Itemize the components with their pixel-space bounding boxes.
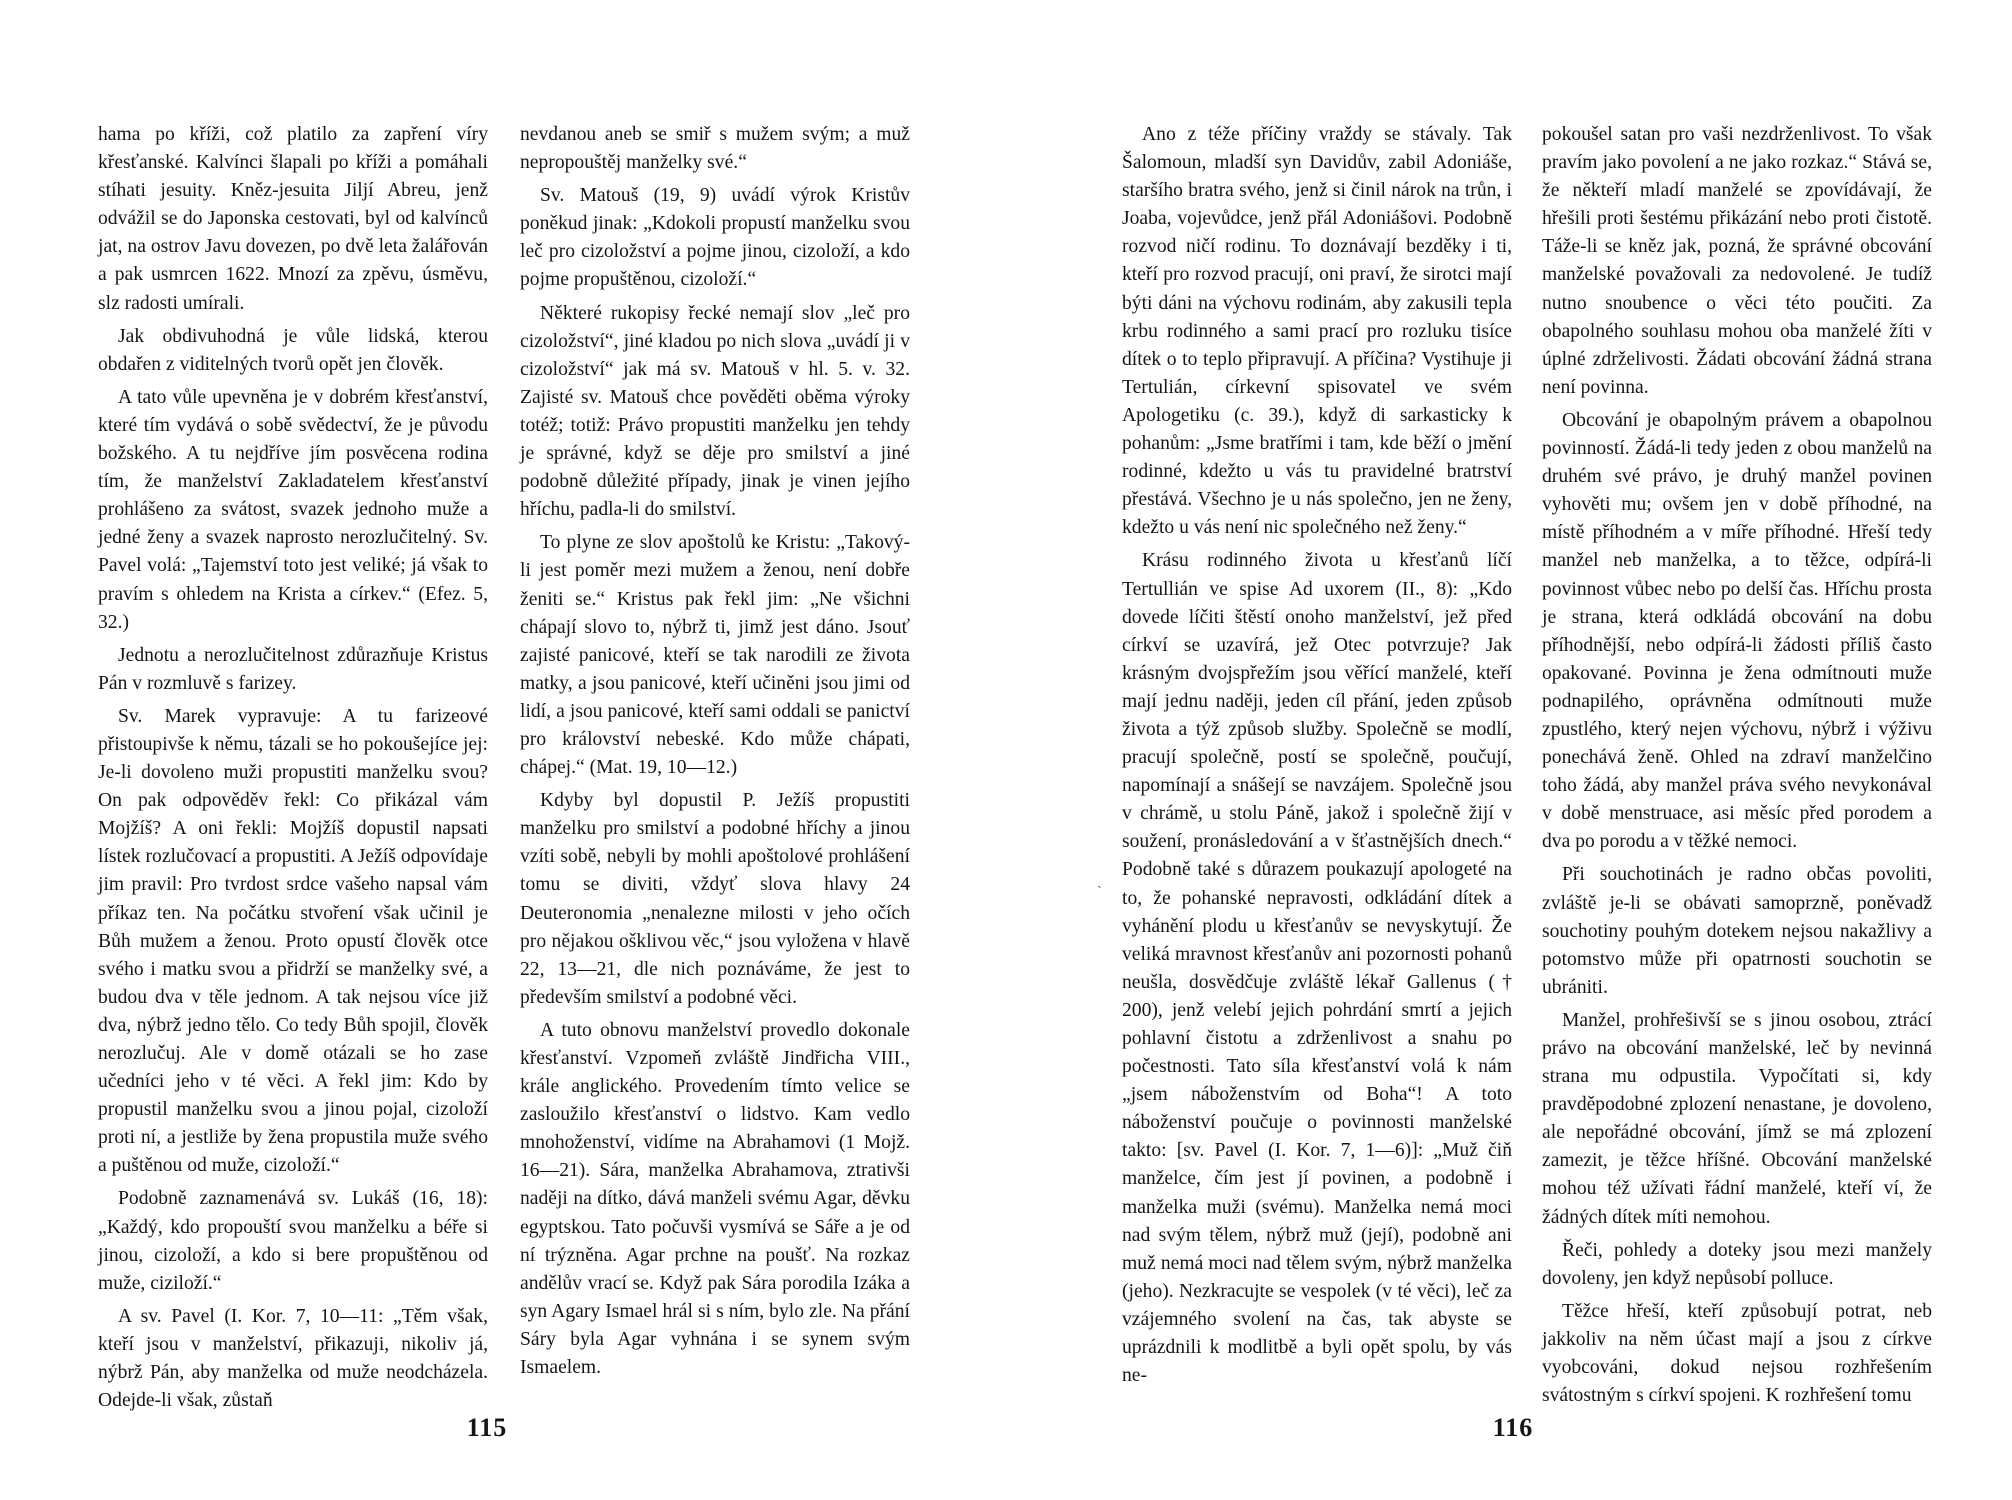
paragraph: Kdyby byl dopustil P. Ježíš propustiti manželku pro smilství a podobné hříchy a jinou vzíti sobě, nebyli by mohli apoštolové prohlášení tomu se diviti, vždyť slova hlavy 24 Deuteronomia „nenalezne milosti v jeho očích pro nějakou ošklivou věc,“ jsou vyložena v hlavě 22, 13—21, dle nich poznáváme, že jest to především smilství a podobné věci. [520,790,910,1008]
paragraph: Sv. Matouš (19, 9) uvádí výrok Kristův poněkud jinak: „Kdokoli propustí manželku svou leč pro cizoložství a pojme jinou, cizoloží, a kdo pojme propuštěnou, cizoloží.“ [520,185,910,291]
paragraph: hama po kříži, což platilo za zapření víry křesťanské. Kalvínci šlapali po kříži a pomáhali stíhati jesuity. Kněz-jesuita Jiljí Abreu, jenž odvážil se do Japonska cestovati, byl od kalvínců jat, na ostrov Javu dovezen, po dvě leta žalářován a pak usmrcen 1622. Mnozí za zpěvu, úsměvu, slz radosti umírali. [98,124,488,314]
paragraph: pokoušel satan pro vaši nezdrženlivost. To však pravím jako povolení a ne jako rozkaz.“ Stává se, že někteří mladí manželé se zpovídávají, že hřešili proti šestému přikázání nebo proti čistotě. Táže-li se kněz jak, pozná, že správné obcování manželské považovali za nedovolené. Je tudíž nutno snoubence o věci této poučiti. Za obapolného souhlasu mohou oba manželé žíti v úplné zdrželivosti. Žádati obcování žádná strana není povinna. [1542,124,1932,398]
paragraph: Manžel, prohřešivší se s jinou osobou, ztrácí právo na obcování manželské, leč by nevinná strana mu odpustila. Vypočítati si, kdy pravděpodobné zplození nenastane, je dovoleno, ale nepořádné obcování, jímž se má zplození zamezit, je těžce hříšné. Obcování manželské mohou též užívati řádní manželé, kteří ví, že žádných dítek míti nemohou. [1542,1009,1932,1228]
paragraph: A tato vůle upevněna je v dobrém křesťanství, které tím vydává o sobě svědectví, že je původu božského. A tu nejdříve jím posvěcena rodina tím, že manželství Zakladatelem křesťanství prohlášeno za svátost, svazek jednoho muže a jedné ženy a svazek naprosto nerozlučitelný. Sv. Pavel volá: „Tajemství toto jest veliké; já však to pravím s ohledem na Krista a církev.“ (Efez. 5, 32.) [98,386,488,633]
paragraph: A sv. Pavel (I. Kor. 7, 10—11: „Těm však, kteří jsou v manželství, přikazuji, nikoliv já, nýbrž Pán, aby manželka od muže neodcházela. Odejde-li však, zůstaň [98,1305,488,1412]
right-page-column-2 [1542,121,1932,1415]
paragraph: Sv. Marek vypravuje: A tu farizeové přistoupivše k němu, tázali se ho pokoušejíce jej: Je-li dovoleno muži propustiti manželku svou? On pak odpověděv řekl: Co přikázal vám Mojžíš? A oni řekli: Mojžíš dopustil napsati lístek rozlučovací a propustiti. A Ježíš odpovídaje jim pravil: Pro tvrdost srdce vašeho napsal vám příkaz ten. Na počátku stvoření však učinil je Bůh mužem a ženou. Proto opustí člověk otce svého i matku svou a přidrží se manželky své, a budou dva v těle jednom. A tak nejsou více již dva, nýbrž jedno tělo. Co tedy Bůh spojil, člověk nerozlučuj. Ale v domě otázali se ho zase učedníci jeho v té věci. A řekl jim: Kdo by propustil manželku svou a jinou pojal, cizoloží proti ní, a jestliže by žena propustila muže svého a puštěnou od muže, cizoloží.“ [98,705,488,1177]
paragraph: Ano z téže příčiny vraždy se stávaly. Tak Šalomoun, mladší syn Davidův, zabil Adoniáše, staršího bratra svého, jenž si činil nárok na trůn, i Joaba, vojevůdce, jenž přál Adoniášovi. Podobně rozvod ničí rodinu. To doznávají bezděky i ti, kteří pro rozvod pracují, oni praví, že sirotci mají býti dáni na výchovu rodinám, aby zakusili tepla krbu rodinného a sami prací pro rozluku tisíce dítek o to teplo připravují. A příčina? Vystihuje ji Tertulián, církevní spisovatel ve svém Apologetiku (c. 39.), když di sarkasticky k pohanům: „Jsme bratřími i tam, kde běží o jmění rodinné, kdežto u vás tu pravidelné bratrství přestává. Všechno je u nás společno, jen ne ženy, kdežto u vás není nic společného než ženy.“ [1122,124,1512,539]
page-number-right: 116 [1492,1413,1534,1442]
margin-mark: ˏ [1097,874,1102,889]
paragraph: Některé rukopisy řecké nemají slov „leč pro cizoložství“, jiné kladou po nich slova „uvádí ji v cizoložství“ jak má sv. Matouš v hl. 5. v. 32. Zajisté sv. Matouš chce pověděti oběma výroky totéž; totiž: Právo propustiti manželku jen tehdy je správné, když se děje pro smilství a jiné podobně důležité případy, jinak je vinen jejího hříchu, padla-li do smilství. [520,302,910,521]
paragraph: Řeči, pohledy a doteky jsou mezi manžely dovoleny, jen když nepůsobí polluce. [1542,1239,1932,1289]
right-page-column-1 [1122,121,1512,1395]
paragraph: nevdanou aneb se smiř s mužem svým; a muž nepropouštěj manželky své.“ [520,124,910,174]
paragraph: To plyne ze slov apoštolů ke Kristu: „Takový-li jest poměr mezi mužem a ženou, není dobře ženiti se.“ Kristus pak řekl jim: „Ne všichni chápají slovo to, nýbrž ti, jimž jest dáno. Jsouť zajisté panicové, kteří se tak narodili ze života matky, a jsou panicové, kteří učiněni jsou jimi od lidí, a jsou panicové, kteří sami oddali se panictví pro království nebeské. Kdo může chápati, chápej.“ (Mat. 19, 10—12.) [520,532,910,779]
paragraph: Při souchotinách je radno občas povoliti, zvláště je-li se obávati samoprzně, poněvadž souchotiny pouhým dotekem nejsou nakažlivy a potomstvo může při opatrnosti souchotin se ubrániti. [1542,864,1932,998]
paragraph: Podobně zaznamenává sv. Lukáš (16, 18): „Každý, kdo propouští svou manželku a béře si jinou, cizoloží, a kdo si bere propuštěnou od muže, ciziloží.“ [98,1188,488,1294]
paragraph: A tuto obnovu manželství provedlo dokonale křesťanství. Vzpomeň zvláště Jindřicha VIII., krále anglického. Provedením tímto velice se zasloužilo křesťanství o lidstvo. Kam vedlo mnohoženství, vidíme na Abrahamovi (1 Mojž. 16—21). Sára, manželka Abrahamova, ztrativši naději na dítko, dává manželi svému Agar, děvku egyptskou. Tato počuvši vysmívá se Sáře a je od ní trýzněna. Agar prchne na poušť. Na rozkaz andělův vrací se. Když pak Sára porodila Izáka a syn Agary Ismael hrál si s ním, bylo zle. Na přání Sáry byla Agar vyhnána i se synem svým Ismaelem. [520,1019,910,1379]
left-page-column-2 [520,121,910,1387]
paragraph: Jednotu a nerozlučitelnost zdůrazňuje Kristus Pán v rozmluvě s farizey. [98,644,488,694]
paragraph: Obcování je obapolným právem a obapolnou povinností. Žádá-li tedy jeden z obou manželů na druhém své právo, je druhý manžel povinen vyhověti mu; ovšem jen v době příhodné, na místě příhodném a v míře příhodné. Hřeší tedy manžel neb manželka, a to těžce, odpírá-li povinnost vůbec nebo po delší čas. Hříchu prosta je strana, která odkládá obcování na dobu příhodnější, nebo odpírá-li žádosti příliš často opakované. Povinna je žena odmítnouti muže podnapilého, oprávněna odmítnouti muže zpustlého, který nejen výchovu, nýbrž i výživu ponechává ženě. Ohled na zdraví manželčino toho žádá, aby manžel práva svého nevykonával v době menstruace, asi měsíc před porodem a dva po porodu a v těžké nemoci. [1542,409,1932,853]
left-page-column-1 [98,121,488,1420]
page-number-left: 115 [466,1413,508,1442]
paragraph: Krásu rodinného života u křesťanů líčí Tertullián ve spise Ad uxorem (II., 8): „Kdo dovede líčiti štěstí onoho manželství, jež před církví se uzavírá, jež Otec potvrzuje? Jak krásným dvojspřežím jsou věřící manželé, kteří mají jednu naději, jeden cíl přání, jeden způsob života a týž způsob služby. Společně se modlí, pracují společně, postí se společně, poučují, napomínají a snášejí se navzájem. Společně jsou v chrámě, u stolu Páně, jakož i společně žijí v soužení, pronásledování a v šťastnějších dnech.“ Podobně také s důrazem poukazují apologeté na to, že pohanské nepravosti, odkládání dítek a vyhánění plodu u křesťanův se nevyskytují. Že veliká mravnost křesťanův ani pozornosti pohanů neušla, dosvědčuje zvláště lékař Gallenus († 200), jenž velebí jejich pohrdání smrtí a jejich pohlavní čistotu a zdrženlivost a snahu po počestnosti. Tato síla křesťanství volá k nám „jsem náboženstvím od Boha“! A toto náboženství poučuje o povinnosti manželské takto: [sv. Pavel (I. Kor. 7, 1—6)]: „Muž čiň manželce, čím jest jí povinen, a podobně i manželka muži (svému). Manželka nemá moci nad svým tělem, nýbrž muž (její), podobně ani muž nemá moci nad tělem svým, nýbrž manželka (jeho). Nezkracujte se vespolek (v té věci), leč za vzájemného svolení na čas, tak abyste se uprázdnili k modlitbě a byli opět spolu, by vás ne- [1122,550,1512,1387]
paragraph: Jak obdivuhodná je vůle lidská, kterou obdařen z viditelných tvorů opět jen člověk. [98,325,488,375]
right-page [1006,0,2012,1500]
paragraph: Těžce hřeší, kteří způsobují potrat, neb jakkoliv na něm účast mají a jsou z církve vyobcováni, dokud nejsou rozhřešením svátostným s církví spojeni. K rozhřešení tomu [1542,1300,1932,1407]
